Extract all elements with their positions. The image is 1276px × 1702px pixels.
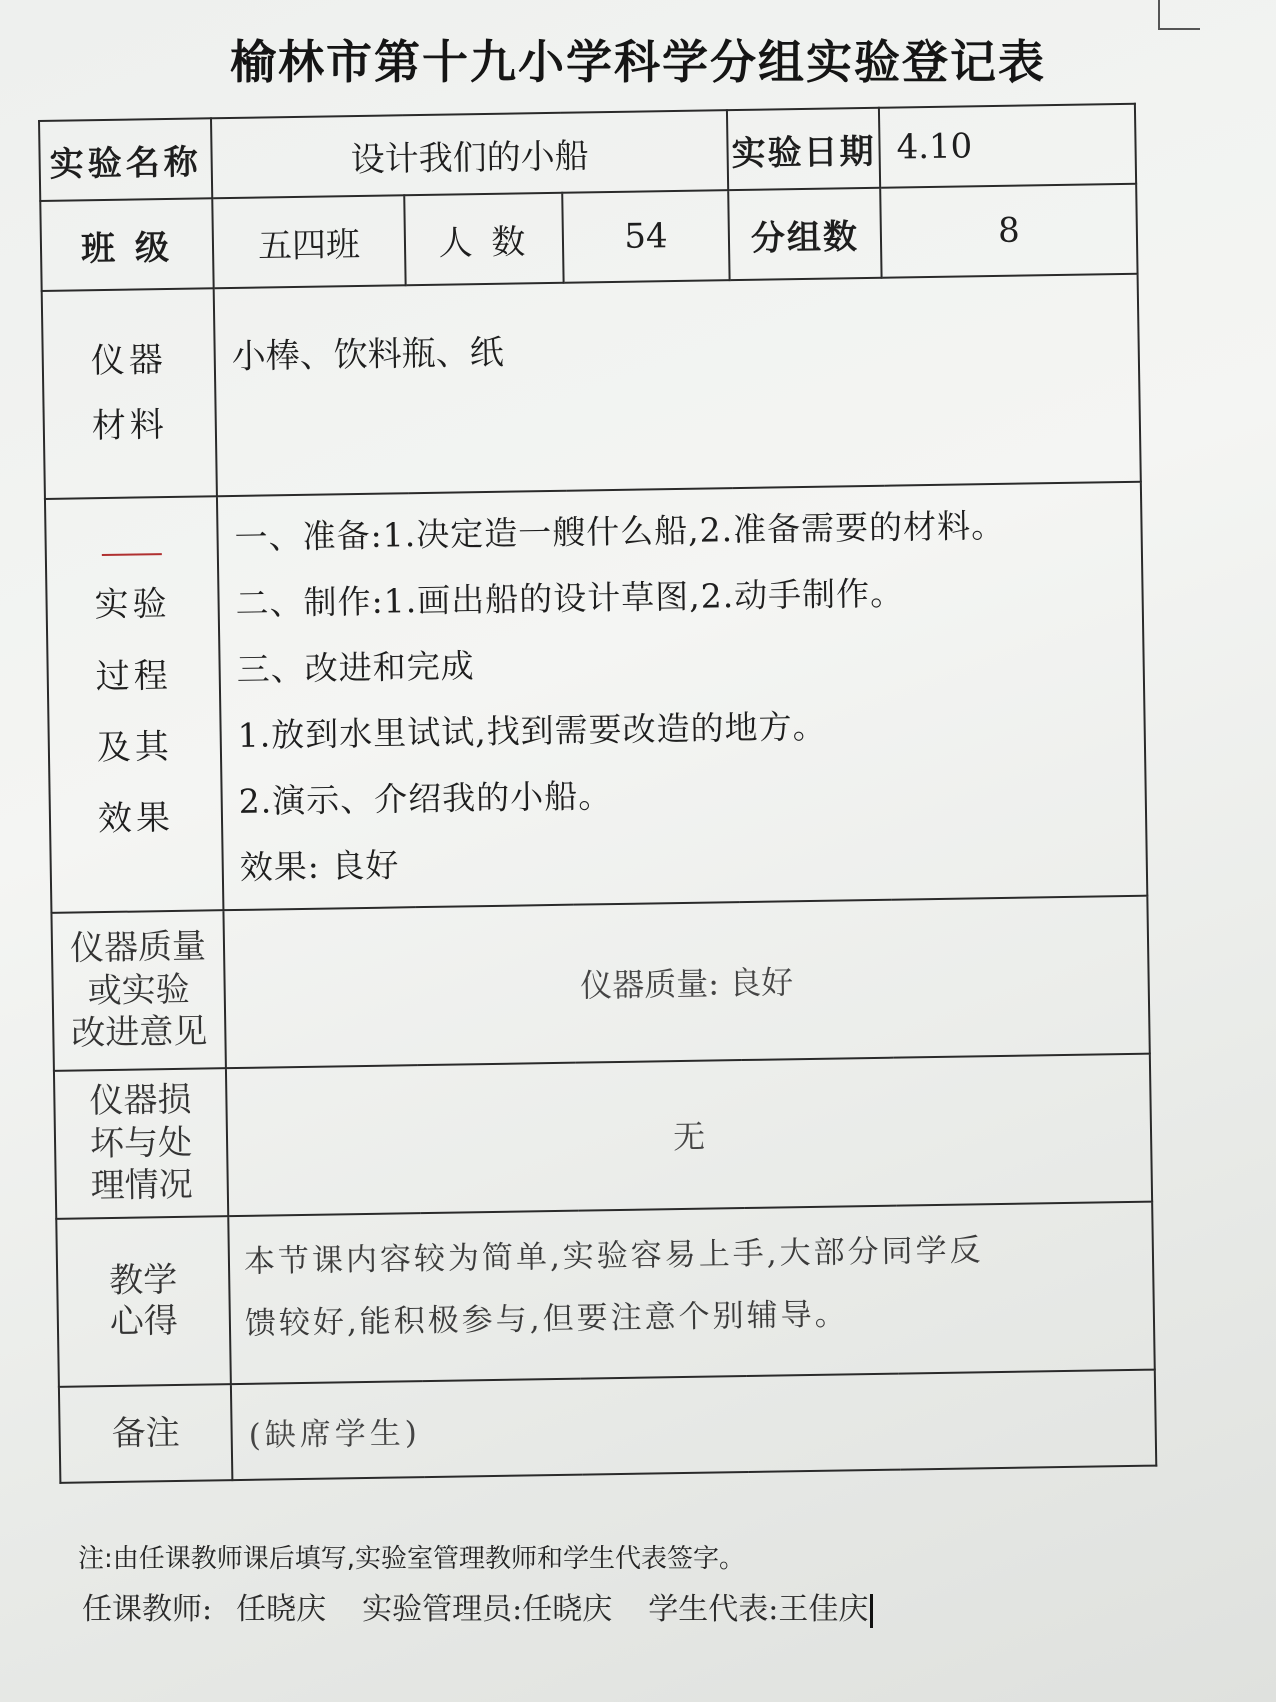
experiment-date-label: 实验日期 xyxy=(727,108,880,190)
process-label-line: 过程 xyxy=(95,655,173,697)
row-reflection xyxy=(56,1202,1155,1387)
materials-value: 小棒、饮料瓶、纸 xyxy=(214,274,1141,496)
reflection-line: 馈较好,能积极参与,但要注意个别辅导。 xyxy=(244,1296,849,1342)
damage-label-line: 仪器损 xyxy=(89,1079,192,1122)
group-count-value: 8 xyxy=(880,184,1137,278)
row-remarks xyxy=(59,1370,1156,1483)
quality-label-line: 改进意见 xyxy=(71,1011,208,1054)
quality-value: 仪器质量: 良好 xyxy=(223,896,1149,1068)
quality-label xyxy=(51,910,225,1071)
student-count-value: 54 xyxy=(562,190,729,283)
experiment-date-value: 4.10 xyxy=(879,104,1136,188)
reflection-line: 本节课内容较为简单,实验容易上手,大部分同学反 xyxy=(243,1232,984,1280)
materials-label-line: 材料 xyxy=(91,405,169,447)
materials-label-line: 仪器 xyxy=(90,340,168,382)
footer-note: 注:由任课教师课后填写,实验室管理教师和学生代表签字。 xyxy=(78,1544,746,1574)
admin-label: 实验管理员: xyxy=(362,1592,523,1627)
damage-label xyxy=(54,1068,228,1219)
experiment-name-value: 设计我们的小船 xyxy=(211,110,728,198)
process-label xyxy=(45,496,223,913)
damage-value: 无 xyxy=(226,1054,1152,1216)
process-label-line: 及其 xyxy=(96,726,174,769)
student-rep-name: 王佳庆 xyxy=(778,1592,869,1627)
row-class-info xyxy=(40,184,1137,291)
remarks-label: 备注 xyxy=(59,1384,232,1483)
red-dash-mark xyxy=(102,553,162,556)
damage-label-line: 理情况 xyxy=(90,1164,194,1207)
registration-table xyxy=(38,103,1157,1484)
admin-name: 任晓庆 xyxy=(522,1592,613,1627)
process-line: 三、改进和完成 xyxy=(236,646,475,689)
row-damage xyxy=(54,1054,1152,1219)
row-quality xyxy=(51,896,1149,1071)
student-rep-label: 学生代表: xyxy=(648,1592,779,1627)
process-label-line: 效果 xyxy=(97,798,175,840)
reflection-label-line: 心得 xyxy=(109,1300,179,1343)
process-line: 一、准备:1.决定造一艘什么船,2.准备需要的材料。 xyxy=(234,505,1006,557)
signature-line xyxy=(82,1584,873,1628)
reflection-content xyxy=(228,1202,1155,1384)
class-label: 班 级 xyxy=(40,198,213,291)
group-count-label: 分组数 xyxy=(728,188,881,280)
class-value: 五四班 xyxy=(212,195,405,288)
row-process xyxy=(45,482,1147,913)
remarks-value: (缺席学生) xyxy=(231,1370,1156,1481)
page-title: 榆林市第十九小学科学分组实验登记表 xyxy=(230,35,1046,89)
teacher-name: 任晓庆 xyxy=(236,1592,327,1627)
student-count-label: 人 数 xyxy=(404,193,563,285)
quality-label-line: 或实验 xyxy=(87,969,190,1012)
teacher-label: 任课教师: xyxy=(82,1592,213,1627)
damage-label-line: 坏与处 xyxy=(89,1122,193,1165)
process-content xyxy=(217,482,1147,910)
text-cursor xyxy=(870,1594,873,1628)
process-line: 效果: 良好 xyxy=(239,845,400,887)
quality-label-line: 仪器质量 xyxy=(69,926,207,969)
process-line: 2.演示、介绍我的小船。 xyxy=(238,776,613,821)
process-line: 二、制作:1.画出船的设计草图,2.动手制作。 xyxy=(235,573,905,623)
process-line: 1.放到水里试试,找到需要改造的地方。 xyxy=(237,706,827,755)
process-label-line: 实验 xyxy=(94,584,171,626)
row-materials xyxy=(42,274,1141,499)
reflection-label-line: 教学 xyxy=(108,1260,178,1302)
reflection-label xyxy=(56,1216,231,1387)
materials-label xyxy=(42,288,217,499)
experiment-name-label: 实验名称 xyxy=(39,118,212,201)
